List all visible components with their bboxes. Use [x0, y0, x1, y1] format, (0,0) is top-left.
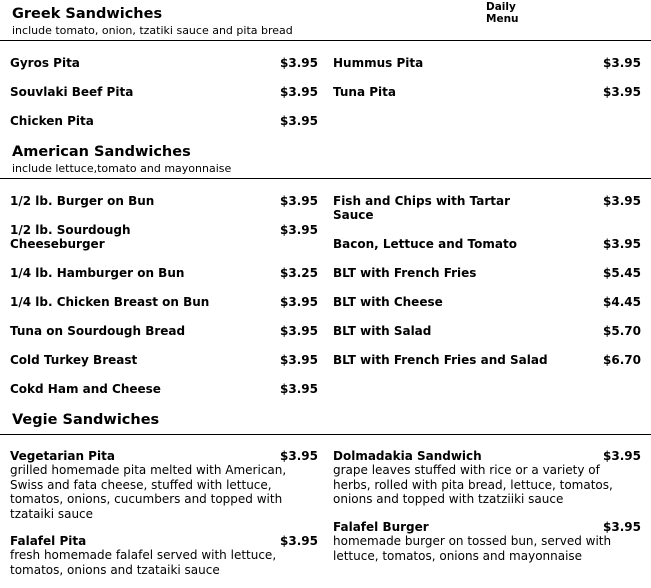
menu-item-name: [333, 194, 510, 222]
menu-item-name: Dolmadakia Sandwich: [333, 449, 482, 463]
menu-item-price: $6.70: [603, 353, 641, 367]
daily-menu-line1: Daily: [486, 1, 516, 13]
daily-menu-label: [486, 1, 519, 25]
menu-item-name-line: Cheeseburger: [10, 237, 105, 251]
menu-item-price: $3.95: [603, 449, 641, 463]
section-divider: [0, 434, 651, 435]
menu-item-name-line: 1/2 lb. Sourdough: [10, 223, 131, 237]
description-line: fresh homemade falafel served with lettuce,: [10, 548, 277, 562]
menu-item-name: Falafel Burger: [333, 520, 429, 534]
menu-item-name: Gyros Pita: [10, 56, 80, 70]
menu-item-price: $4.45: [603, 295, 641, 309]
menu-item-price: $3.95: [280, 114, 318, 128]
section-divider: [0, 178, 651, 179]
menu-item-price: $3.95: [280, 223, 318, 237]
section-divider: [0, 40, 651, 41]
description-line: grilled homemade pita melted with American,: [10, 463, 287, 477]
menu-item-price: $3.95: [603, 194, 641, 208]
description-line: onions and topped with tzatziiki sauce: [333, 492, 564, 506]
menu-item-price: $3.95: [280, 353, 318, 367]
menu-item-name: Cokd Ham and Cheese: [10, 382, 161, 396]
menu-item-name: Vegetarian Pita: [10, 449, 115, 463]
menu-item-name: 1/2 lb. Burger on Bun: [10, 194, 155, 208]
menu-item-price: $5.70: [603, 324, 641, 338]
menu-item-name: 1/4 lb. Chicken Breast on Bun: [10, 295, 210, 309]
menu-item-name: Bacon, Lettuce and Tomato: [333, 237, 517, 251]
menu-item-name: Hummus Pita: [333, 56, 424, 70]
american-section-subtitle: include lettuce,tomato and mayonnaise: [12, 162, 232, 175]
menu-item-name: 1/4 lb. Hamburger on Bun: [10, 266, 185, 280]
description-line: grape leaves stuffed with rice or a variety of: [333, 463, 600, 477]
menu-item-price: $3.95: [603, 520, 641, 534]
menu-item-name: Falafel Pita: [10, 534, 87, 548]
menu-item-price: $3.95: [280, 295, 318, 309]
description-line: lettuce, tomatos, onions and mayonnaise: [333, 548, 583, 563]
menu-item-price: $3.95: [280, 56, 318, 70]
menu-item-price: $3.95: [280, 324, 318, 338]
greek-section-subtitle: include tomato, onion, tzatiki sauce and pita bread: [12, 24, 293, 37]
greek-section-title: Greek Sandwiches: [12, 6, 163, 22]
menu-item-price: $3.95: [603, 237, 641, 251]
menu-item-name: Chicken Pita: [10, 114, 94, 128]
menu-item-name: BLT with Cheese: [333, 295, 443, 309]
menu-item-price: $3.95: [603, 56, 641, 70]
menu-item-description: [10, 548, 276, 577]
menu-item-price: $3.95: [280, 449, 318, 463]
daily-menu-line2: Menu: [486, 13, 519, 25]
menu-item-price: $3.95: [280, 194, 318, 208]
menu-item-name: Souvlaki Beef Pita: [10, 85, 134, 99]
menu-item-price: $3.95: [603, 85, 641, 99]
menu-item-name: [10, 223, 131, 251]
menu-item-name-line: Sauce: [333, 208, 374, 222]
menu-item-name: Tuna on Sourdough Bread: [10, 324, 186, 338]
description-line: tomatos, onions, cucumbers and topped with: [10, 492, 283, 506]
vegie-section-title: Vegie Sandwiches: [12, 412, 160, 428]
menu-item-price: $3.95: [280, 85, 318, 99]
menu-item-name: Cold Turkey Breast: [10, 353, 138, 367]
menu-item-name: BLT with Salad: [333, 324, 432, 338]
description-line: herbs, rolled with pita bread, lettuce, tomatos,: [333, 477, 613, 492]
description-line: homemade burger on tossed bun, served with: [333, 534, 612, 548]
menu-item-name: BLT with French Fries and Salad: [333, 353, 548, 367]
menu-item-price: $3.95: [280, 534, 318, 548]
american-section-title: American Sandwiches: [12, 144, 191, 160]
menu-item-price: $3.95: [280, 382, 318, 396]
description-line: Swiss and fata cheese, stuffed with lettuce,: [10, 477, 272, 492]
description-line: tomatos, onions and tzataiki sauce: [10, 562, 220, 577]
menu-item-name: BLT with French Fries: [333, 266, 477, 280]
menu-item-description: [10, 463, 286, 521]
menu-item-name-line: Fish and Chips with Tartar: [333, 194, 511, 208]
menu-item-price: $5.45: [603, 266, 641, 280]
description-line: tzataiki sauce: [10, 506, 94, 521]
menu-item-name: Tuna Pita: [333, 85, 396, 99]
menu-item-description: [333, 534, 611, 563]
menu-item-price: $3.25: [280, 266, 318, 280]
menu-item-description: [333, 463, 613, 507]
